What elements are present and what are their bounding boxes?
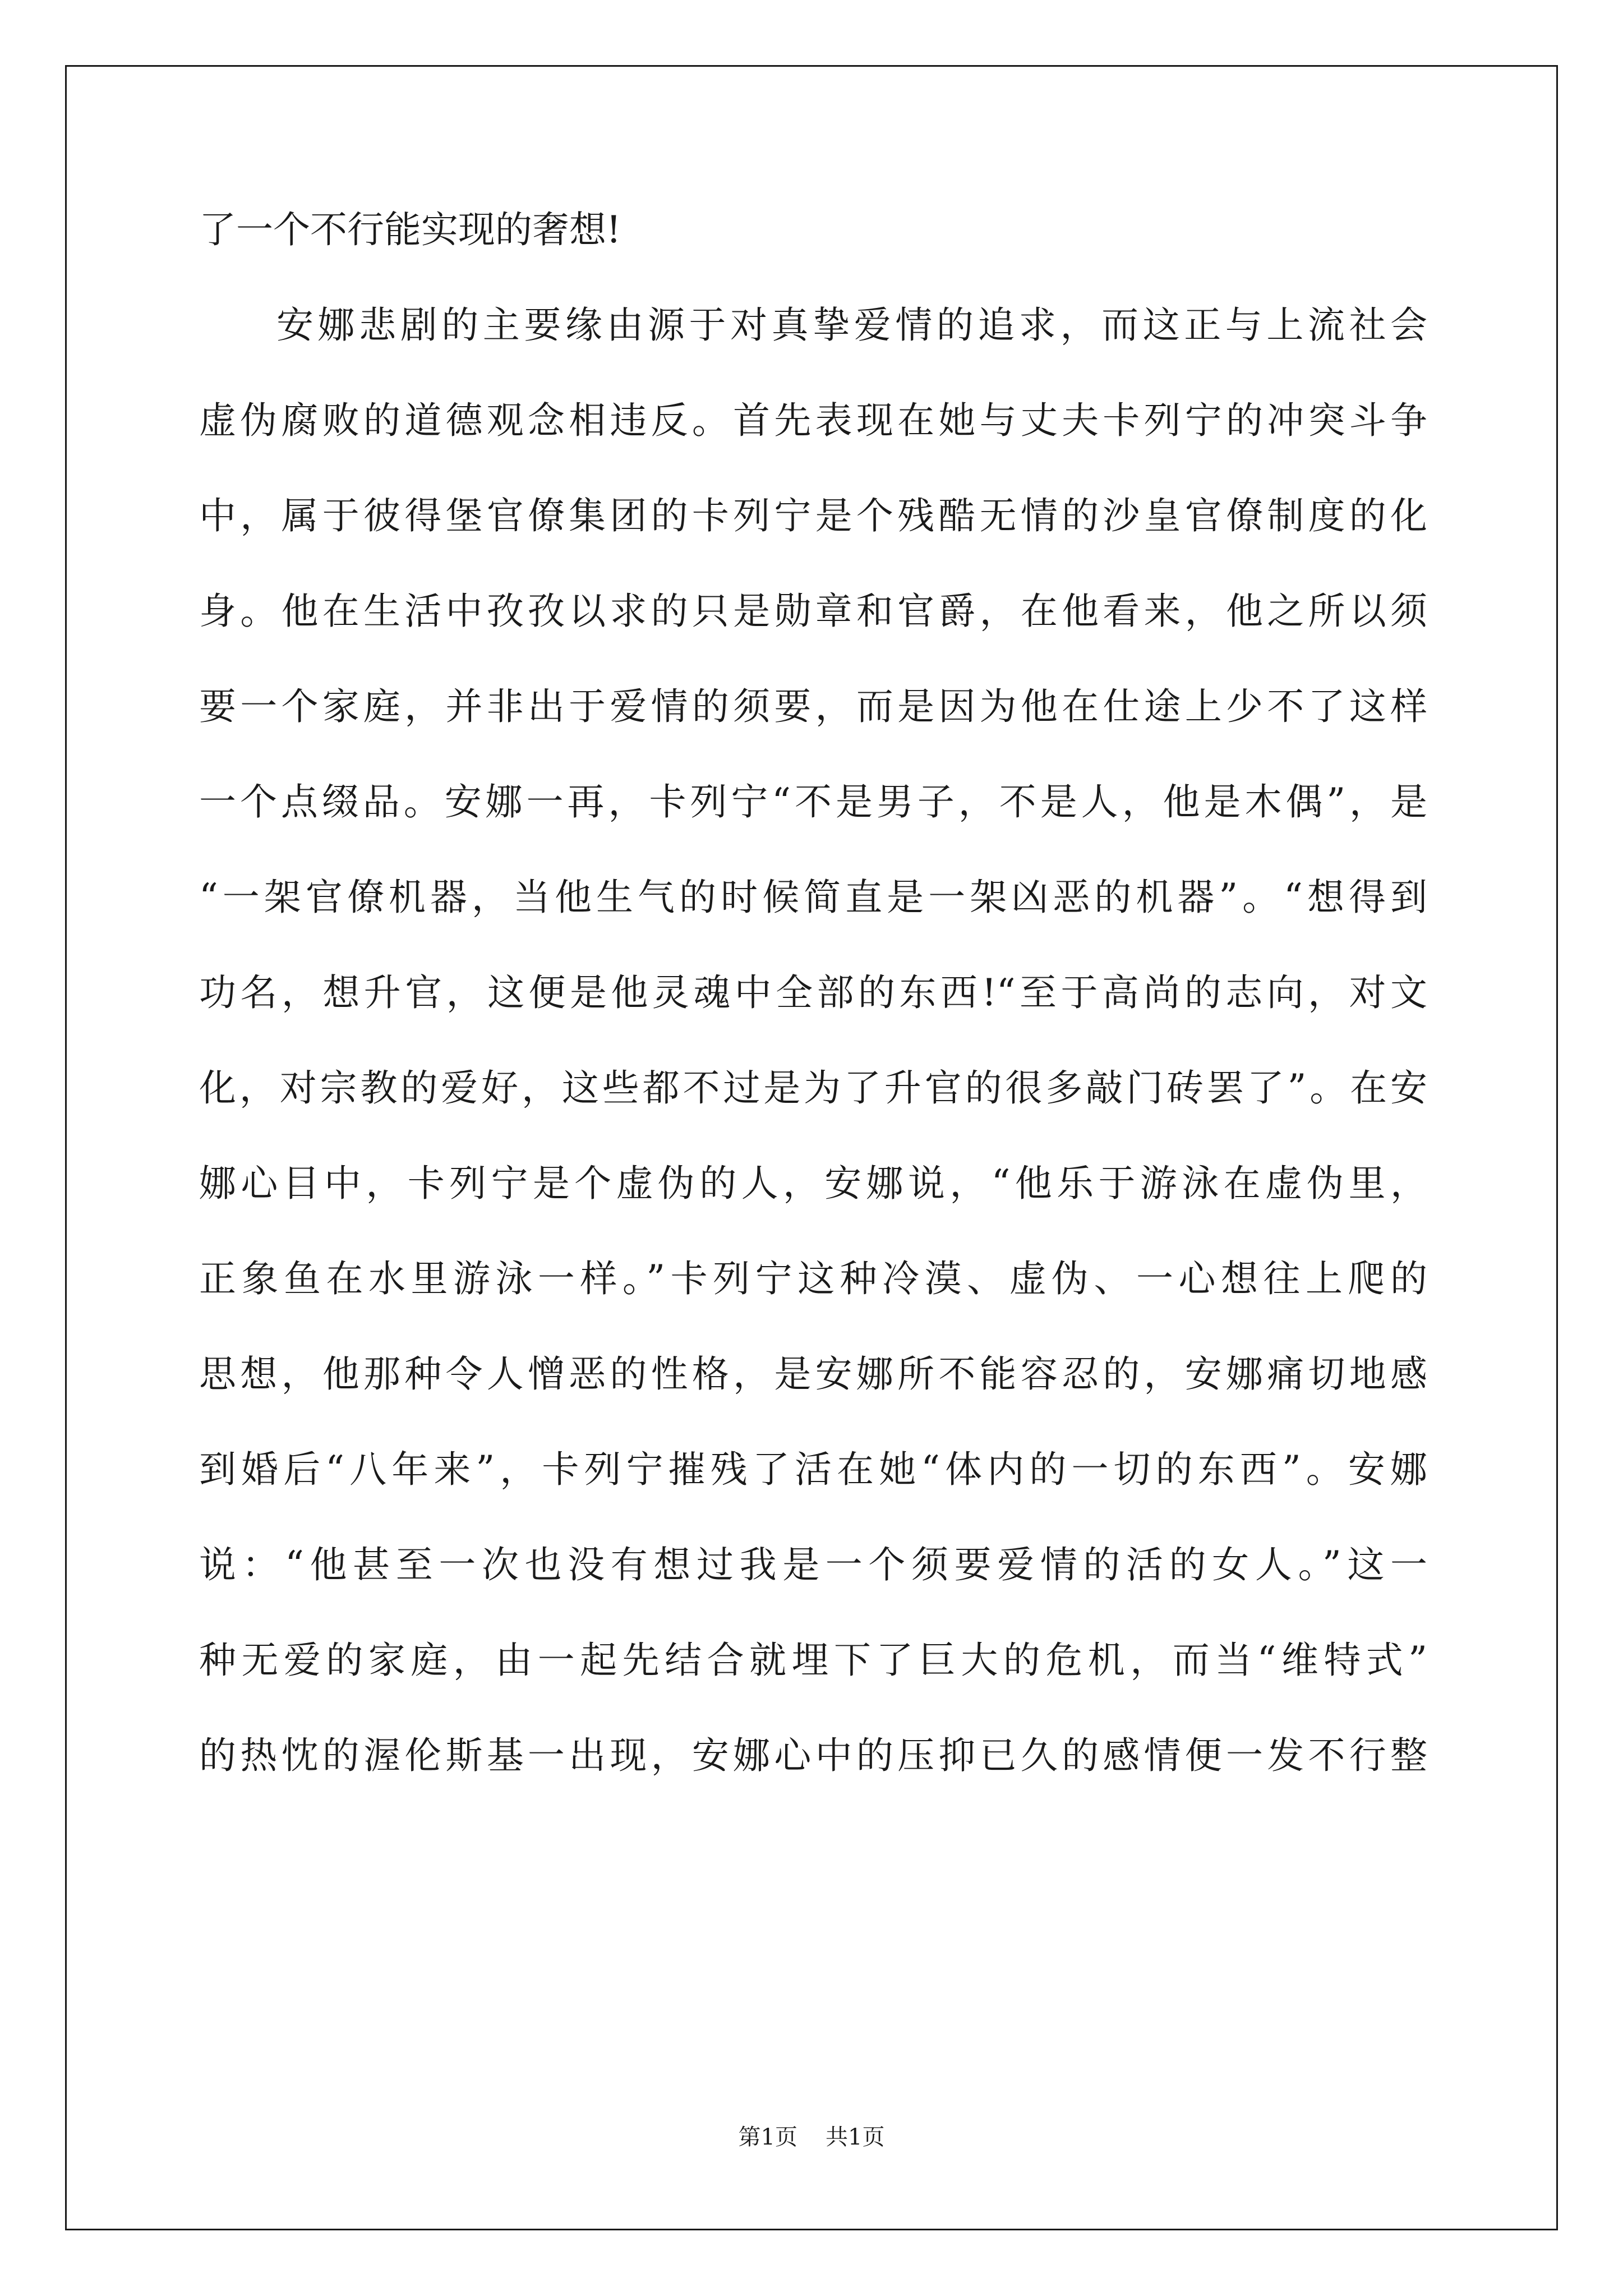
text-line-14: 到婚后“八年来”，卡列宁摧残了活在她“体内的一切的东西”。安娜 (199, 1448, 1427, 1491)
text-line-3: 虚伪腐败的道德观念相违反。首先表现在她与丈夫卡列宁的冲突斗争 (199, 399, 1427, 442)
text-line-9: 功名，想升官，这便是他灵魂中全部的东西!“至于高尚的志向，对文 (199, 971, 1427, 1014)
text-line-13: 思想，他那种令人憎恶的性格，是安娜所不能容忍的，安娜痛切地感 (199, 1352, 1427, 1396)
text-line-1: 了一个不行能实现的奢想! (199, 208, 621, 251)
text-line-6: 要一个家庭，并非出于爱情的须要，而是因为他在仕途上少不了这样 (199, 685, 1427, 728)
text-line-12: 正象鱼在水里游泳一样。”卡列宁这种冷漠、虚伪、一心想往上爬的 (199, 1257, 1427, 1300)
text-line-16: 种无爱的家庭，由一起先结合就埋下了巨大的危机，而当“维特式” (199, 1639, 1427, 1682)
page-total: 共1页 (826, 2124, 885, 2150)
text-line-10: 化，对宗教的爱好，这些都不过是为了升官的很多敲门砖罢了”。在安 (199, 1066, 1427, 1110)
page-number: 第1页 (738, 2124, 797, 2150)
text-line-5: 身。他在生活中孜孜以求的只是勋章和官爵，在他看来，他之所以须 (199, 590, 1427, 633)
paragraph-first-line: 安娜悲剧的主要缘由源于对真挚爱情的追求，而这正与上流社会 (276, 303, 1427, 347)
text-line-7: 一个点缀品。安娜一再，卡列宁“不是男子，不是人，他是木偶”，是 (199, 780, 1427, 823)
text-line-4: 中，属于彼得堡官僚集团的卡列宁是个残酷无情的沙皇官僚制度的化 (199, 494, 1427, 537)
text-line-17: 的热忱的渥伦斯基一出现，安娜心中的压抑已久的感情便一发不行整 (199, 1734, 1427, 1777)
text-line-8: “一架官僚机器，当他生气的时候简直是一架凶恶的机器”。“想得到 (199, 876, 1427, 919)
page-footer (0, 2120, 1623, 2154)
text-line-11: 娜心目中，卡列宁是个虚伪的人，安娜说，“他乐于游泳在虚伪里， (199, 1162, 1427, 1205)
text-line-15: 说：“他甚至一次也没有想过我是一个须要爱情的活的女人。”这一 (199, 1543, 1427, 1586)
